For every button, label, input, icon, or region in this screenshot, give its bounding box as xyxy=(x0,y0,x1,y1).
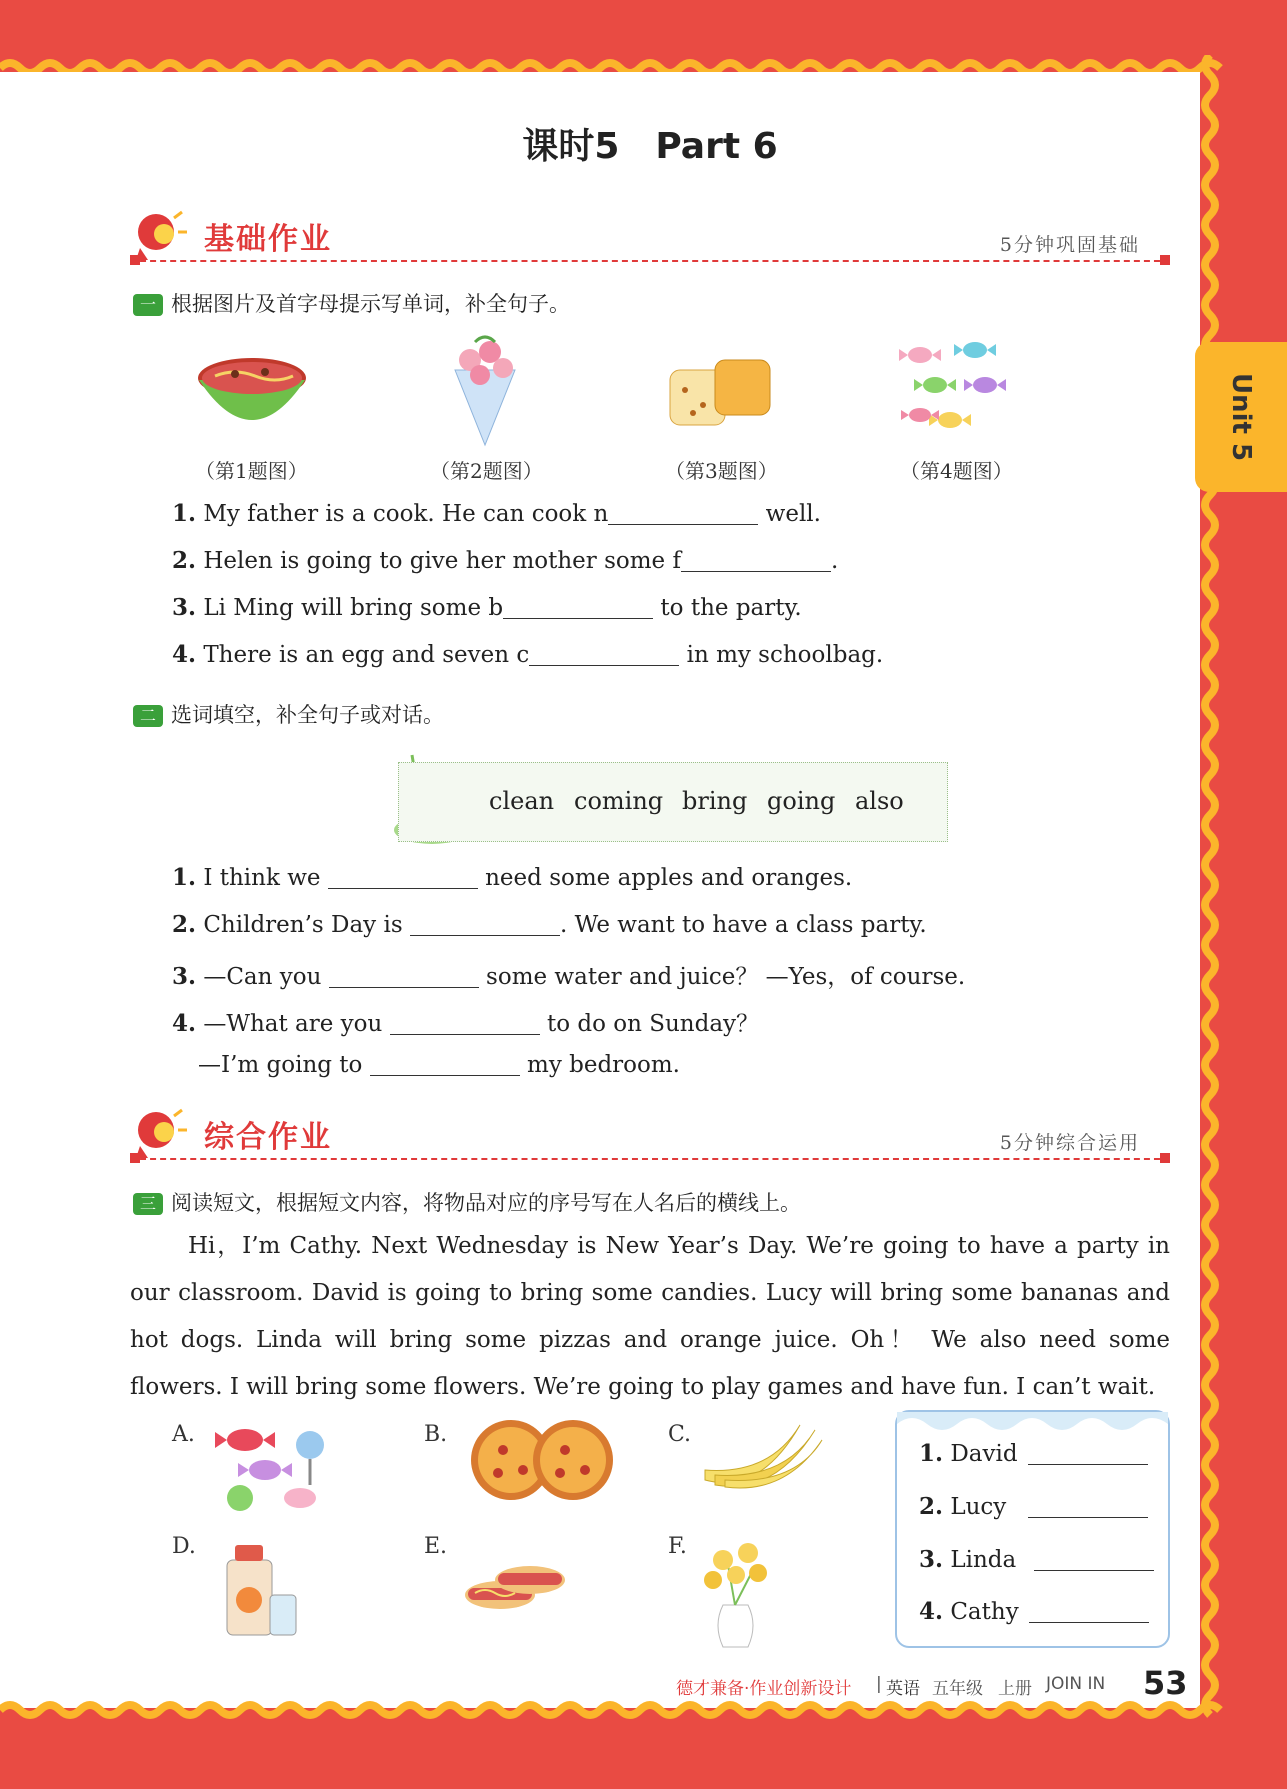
pizzas-option-image xyxy=(468,1415,618,1505)
q2-sentence xyxy=(172,958,965,991)
bread-image xyxy=(665,345,775,430)
answer-blank[interactable] xyxy=(681,548,831,572)
sentence-text: Children’s Day is xyxy=(203,912,410,938)
person-name: Lucy xyxy=(950,1494,1007,1520)
answer-blank[interactable] xyxy=(608,501,758,525)
sentence-text: There is an egg and seven c xyxy=(203,642,530,668)
section-basic-header xyxy=(130,208,1170,268)
q3-instruction xyxy=(133,1187,801,1217)
option-label: C. xyxy=(668,1422,692,1447)
picture-caption: （第4题图） xyxy=(900,459,1013,483)
sentence-text: well. xyxy=(758,501,821,527)
q1-sentence xyxy=(172,547,838,574)
item-number: 2. xyxy=(919,1493,944,1520)
answer-blank[interactable] xyxy=(410,912,560,936)
sentence-text: My father is a cook. He can cook n xyxy=(203,501,609,527)
section-comprehensive-subtitle: 5分钟综合运用 xyxy=(999,1132,1140,1154)
word-bank-item: clean xyxy=(489,787,555,815)
page-title: 课时5 Part 6 xyxy=(522,126,778,167)
reading-passage: Hi，I’m Cathy. Next Wednesday is New Year’s Day. We’re going to have a party in our classroom. David is going to bring some candies. Lucy will bring some bananas and hot dogs. Linda will bring some pizzas and orange juice. Oh！ We also need some flowers. I will bring some flowers. We’re going to play games and have fun. I can’t wait. xyxy=(130,1233,1170,1400)
q2-sentence xyxy=(172,1005,759,1038)
sentence-text: . We want to have a class party. xyxy=(559,912,927,938)
q3-instruction-text: 阅读短文，根据短文内容，将物品对应的序号写在人名后的横线上。 xyxy=(171,1191,801,1215)
q2-badge: 二 xyxy=(133,705,163,727)
q2-sentence xyxy=(198,1052,680,1078)
section-comprehensive-title: 综合作业 xyxy=(204,1120,332,1155)
q1-badge: 一 xyxy=(133,294,163,316)
wave-top-decoration xyxy=(897,1412,1168,1436)
item-number: 1. xyxy=(172,864,197,891)
section-comprehensive-header xyxy=(130,1106,1170,1166)
item-number: 1. xyxy=(919,1440,944,1467)
footer-term: 上册 xyxy=(998,1679,1032,1699)
answer-blank[interactable] xyxy=(1034,1547,1154,1571)
page-number: 53 xyxy=(1143,1664,1188,1702)
item-number: 3. xyxy=(172,963,197,990)
person-name: Linda xyxy=(950,1547,1017,1573)
flowers-bouquet-image xyxy=(445,330,525,450)
footer-brand: 德才兼备·作业创新设计 xyxy=(676,1679,852,1699)
option-label: F. xyxy=(668,1534,687,1559)
q2-sentence xyxy=(172,911,927,938)
section-divider xyxy=(130,260,1170,262)
footer-grade: 五年级 xyxy=(932,1679,983,1699)
sentence-text: —Can you xyxy=(203,964,329,990)
person-name: Cathy xyxy=(950,1599,1019,1625)
q2-sentence xyxy=(172,864,852,891)
sentence-text: —What are you xyxy=(203,1011,390,1037)
flowers-vase-option-image xyxy=(698,1535,773,1650)
section-basic-subtitle: 5分钟巩固基础 xyxy=(999,234,1140,256)
option-label: A. xyxy=(172,1422,195,1447)
sentence-text: in my schoolbag. xyxy=(679,642,884,668)
answer-blank[interactable] xyxy=(1028,1441,1148,1465)
sentence-text: —I’m going to xyxy=(198,1052,370,1078)
sentence-text: . xyxy=(830,548,839,574)
option-label: D. xyxy=(172,1534,196,1559)
item-number: 3. xyxy=(172,594,197,621)
hot-dogs-option-image xyxy=(460,1555,570,1625)
q2-instruction xyxy=(133,699,444,729)
line-end-dot xyxy=(1160,255,1170,265)
sentence-text: to do on Sunday？ xyxy=(539,1011,760,1037)
sentence-text: to the party. xyxy=(653,595,802,621)
sentence-text: my bedroom. xyxy=(519,1052,680,1078)
candies-option-image xyxy=(210,1420,340,1515)
footer-subject: 英语 xyxy=(886,1679,920,1699)
sentence-text: I think we xyxy=(203,865,328,891)
option-label: E. xyxy=(424,1534,448,1559)
answer-blank[interactable] xyxy=(1029,1599,1149,1623)
q3-badge: 三 xyxy=(133,1193,163,1215)
item-number: 4. xyxy=(172,641,197,668)
answer-row xyxy=(919,1546,1154,1573)
right-wavy-border xyxy=(1200,55,1240,1725)
item-number: 2. xyxy=(172,547,197,574)
item-number: 3. xyxy=(919,1546,944,1573)
q1-sentence xyxy=(172,594,802,621)
person-name: David xyxy=(950,1441,1018,1467)
answer-blank[interactable] xyxy=(529,642,679,666)
q2-instruction-text: 选词填空，补全句子或对话。 xyxy=(171,703,444,727)
word-bank-item: going xyxy=(767,787,836,815)
item-number: 1. xyxy=(172,500,197,527)
picture-caption: （第1题图） xyxy=(195,459,308,483)
answer-blank[interactable] xyxy=(370,1052,520,1076)
noodles-image xyxy=(195,350,310,440)
q1-instruction xyxy=(133,288,570,318)
q1-sentence xyxy=(172,500,821,527)
word-bank-item: coming xyxy=(574,787,664,815)
sentence-text: Li Ming will bring some b xyxy=(203,595,504,621)
item-number: 4. xyxy=(172,1010,197,1037)
footer-series: JOIN IN xyxy=(1046,1674,1106,1694)
candies-image xyxy=(895,335,1010,445)
picture-caption: （第2题图） xyxy=(430,459,543,483)
answer-box xyxy=(895,1410,1170,1648)
orange-juice-option-image xyxy=(222,1540,302,1640)
word-bank xyxy=(398,762,948,842)
sentence-text: some water and juice？ —Yes，of course. xyxy=(478,964,966,990)
option-label: B. xyxy=(424,1422,448,1447)
sentence-text: need some apples and oranges. xyxy=(477,865,853,891)
answer-blank[interactable] xyxy=(329,964,479,988)
answer-row xyxy=(919,1598,1149,1625)
item-number: 4. xyxy=(919,1598,944,1625)
answer-blank[interactable] xyxy=(503,595,653,619)
word-bank-item: also xyxy=(855,787,904,815)
sentence-text: Helen is going to give her mother some f xyxy=(203,548,681,574)
word-bank-item: bring xyxy=(682,787,748,815)
unit-tab-label: Unit 5 xyxy=(1226,372,1256,462)
answer-blank[interactable] xyxy=(1028,1494,1148,1518)
answer-row xyxy=(919,1493,1148,1520)
answer-blank[interactable] xyxy=(328,865,478,889)
bananas-option-image xyxy=(700,1415,825,1495)
unit-side-tab xyxy=(1195,342,1287,492)
section-divider xyxy=(130,1158,1170,1160)
section-basic-title: 基础作业 xyxy=(204,222,332,257)
footer-separator: | xyxy=(876,1674,882,1694)
line-end-dot xyxy=(1160,1153,1170,1163)
item-number: 2. xyxy=(172,911,197,938)
answer-blank[interactable] xyxy=(390,1011,540,1035)
bottom-wavy-border xyxy=(0,1690,1287,1730)
q1-instruction-text: 根据图片及首字母提示写单词，补全句子。 xyxy=(171,292,570,316)
picture-caption: （第3题图） xyxy=(665,459,778,483)
q1-sentence xyxy=(172,641,883,668)
answer-row xyxy=(919,1440,1148,1467)
